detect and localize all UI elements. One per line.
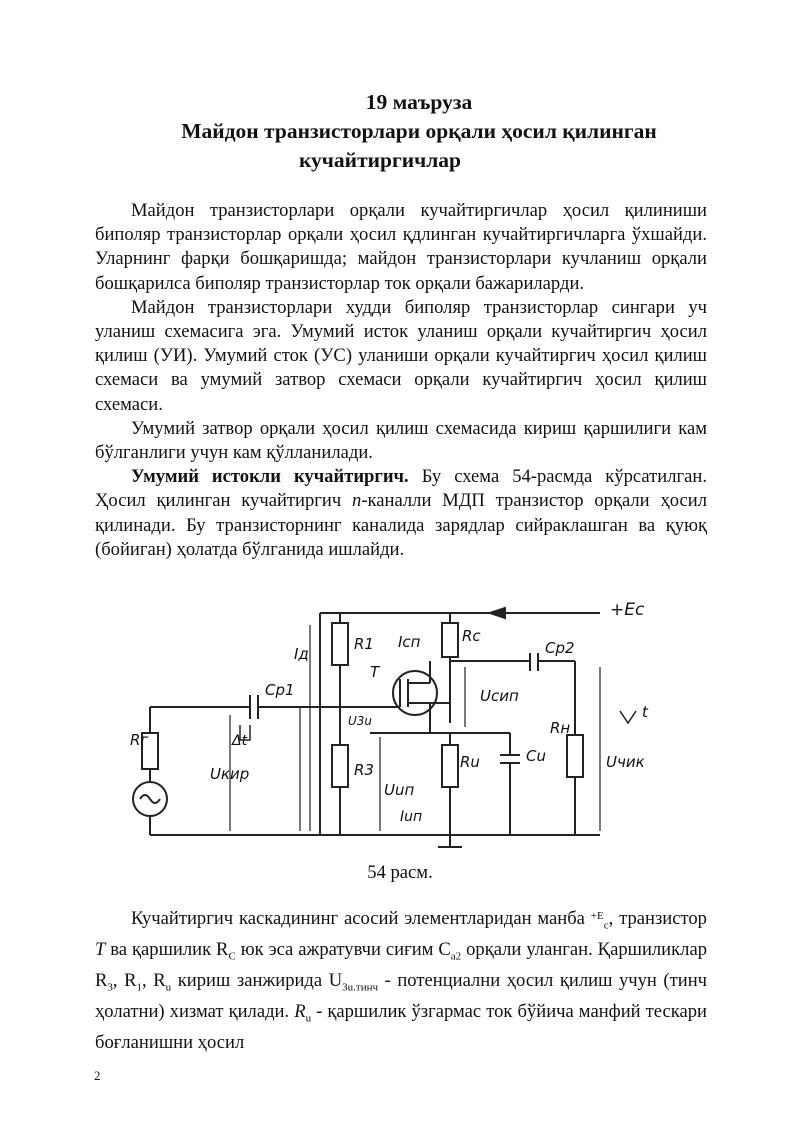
label-ucun: Uсип: [480, 687, 519, 705]
p5-j: - қаршилик ўзгармас ток бўйича манфий тескари боғланишни ҳосил: [95, 1000, 707, 1053]
p5-f: , R: [112, 969, 137, 991]
paragraph-4: [95, 465, 707, 562]
label-r3: R3: [354, 761, 374, 779]
p5-g: , R: [142, 969, 166, 991]
p5-ec: +Е: [590, 910, 604, 922]
figure-caption: 54 расм.: [367, 862, 433, 883]
label-u3u: U3u: [348, 714, 373, 728]
p5-h-sub: 3u.тинч: [342, 981, 379, 994]
label-cu: Cu: [526, 747, 546, 765]
label-dt: Δt: [232, 733, 248, 749]
paragraph-4-n: n: [352, 490, 362, 512]
paragraph-5: [95, 904, 707, 1055]
label-uin: Uкир: [210, 765, 250, 783]
page-number: 2: [94, 1068, 101, 1083]
label-uout: Uчик: [606, 753, 645, 771]
label-rc: Rc: [462, 627, 481, 645]
p5-d-sub: а2: [450, 950, 462, 963]
p5-ru: u: [165, 981, 172, 994]
paragraph-1: Майдон транзисторлари орқали кучайтиргичлар ҳосил қилиниши биполяр транзисторлар орқали ҳосил қдлинган кучайтиргичларга ўхшайди. Уларнинг фарқи бошқаришда; майдон транзисторлари кучланиш орқали бошқарилса биполяр транзисторлар ток орқали бажариларди.: [95, 200, 707, 294]
lecture-title-line1: Майдон транзисторлари орқали ҳосил қилинган: [181, 119, 657, 143]
paragraph-2: Майдон транзисторлари худди биполяр транзисторлар сингари уч уланиш схемасига эга. Умумий исток уланиш орқали кучайтиргич ҳосил қилиш (УИ). Умумий сток (УС) уланиши орқали кучайтиргич ҳосил қилиш схемаси ва умумий затвор схемаси орқали кучайтиргич ҳосил қилиш схемаси.: [95, 296, 707, 415]
label-iun: Iuп: [400, 809, 423, 825]
label-uun: Uuп: [384, 781, 415, 799]
paragraph-3: Умумий затвор орқали ҳосил қилиш схемасида кириш қаршилиги кам бўлганлиги учун кам қўлланилади.: [95, 417, 707, 464]
p5-c-sub: C: [228, 950, 236, 963]
p5-ec-sub: с: [603, 919, 609, 932]
lecture-title-line2: кучайтиргичлар: [298, 148, 462, 172]
label-ru: Ru: [460, 753, 480, 771]
p5-a: Кучайтиргич каскадининг асосий элементларидан манба: [131, 908, 591, 929]
body-text-2: [95, 904, 707, 1055]
label-r1: R1: [354, 635, 374, 653]
paragraph-4-text-a: Бу схема 54-расмда кўрсатилган. Ҳосил қилинган кучайтиргич: [95, 466, 707, 512]
body-text: [95, 199, 707, 562]
label-cp1: Cp1: [265, 681, 295, 699]
p5-h: кириш занжирида U: [171, 969, 343, 991]
label-id: Iд: [294, 645, 309, 663]
p5-d: юк эса ажратувчи сиғим C: [235, 938, 451, 960]
label-cp2: Cp2: [545, 639, 575, 657]
paragraph-4-text-b: -каналли МДП транзистор орқали ҳосил қилинади. Бу транзисторнинг каналида зарядлар сийраклашган ва қуюқ (бойиган) ҳолатда бўлганида ишлайди.: [95, 490, 707, 560]
p5-c: ва қаршилик R: [105, 938, 229, 960]
lecture-number: 19 маъруза: [365, 90, 473, 114]
p5-e2: орқали уланган. Қаршиликлар R: [95, 938, 707, 991]
p5-r1: 1: [136, 981, 143, 994]
label-rn: Rн: [550, 719, 571, 737]
label-ec: +Eс: [610, 600, 645, 620]
label-t: T: [370, 663, 380, 681]
circuit-schematic: [130, 595, 670, 857]
paragraph-4-heading: Умумий истокли кучайтиргич.: [131, 466, 409, 488]
label-rg: Rг: [130, 731, 149, 749]
p5-T: T: [95, 938, 106, 960]
label-ic0: Iсп: [398, 633, 421, 651]
p5-Ru-sub: u: [305, 1012, 312, 1025]
p5-i: - потенциални ҳосил қилиш учун (тинч ҳолатни) хизмат қилади.: [95, 969, 708, 1022]
p5-r3: 3: [107, 981, 113, 994]
p5-Ru: R: [294, 1000, 306, 1022]
label-t2: t: [642, 703, 648, 721]
p5-b: , транзистор: [608, 908, 707, 929]
